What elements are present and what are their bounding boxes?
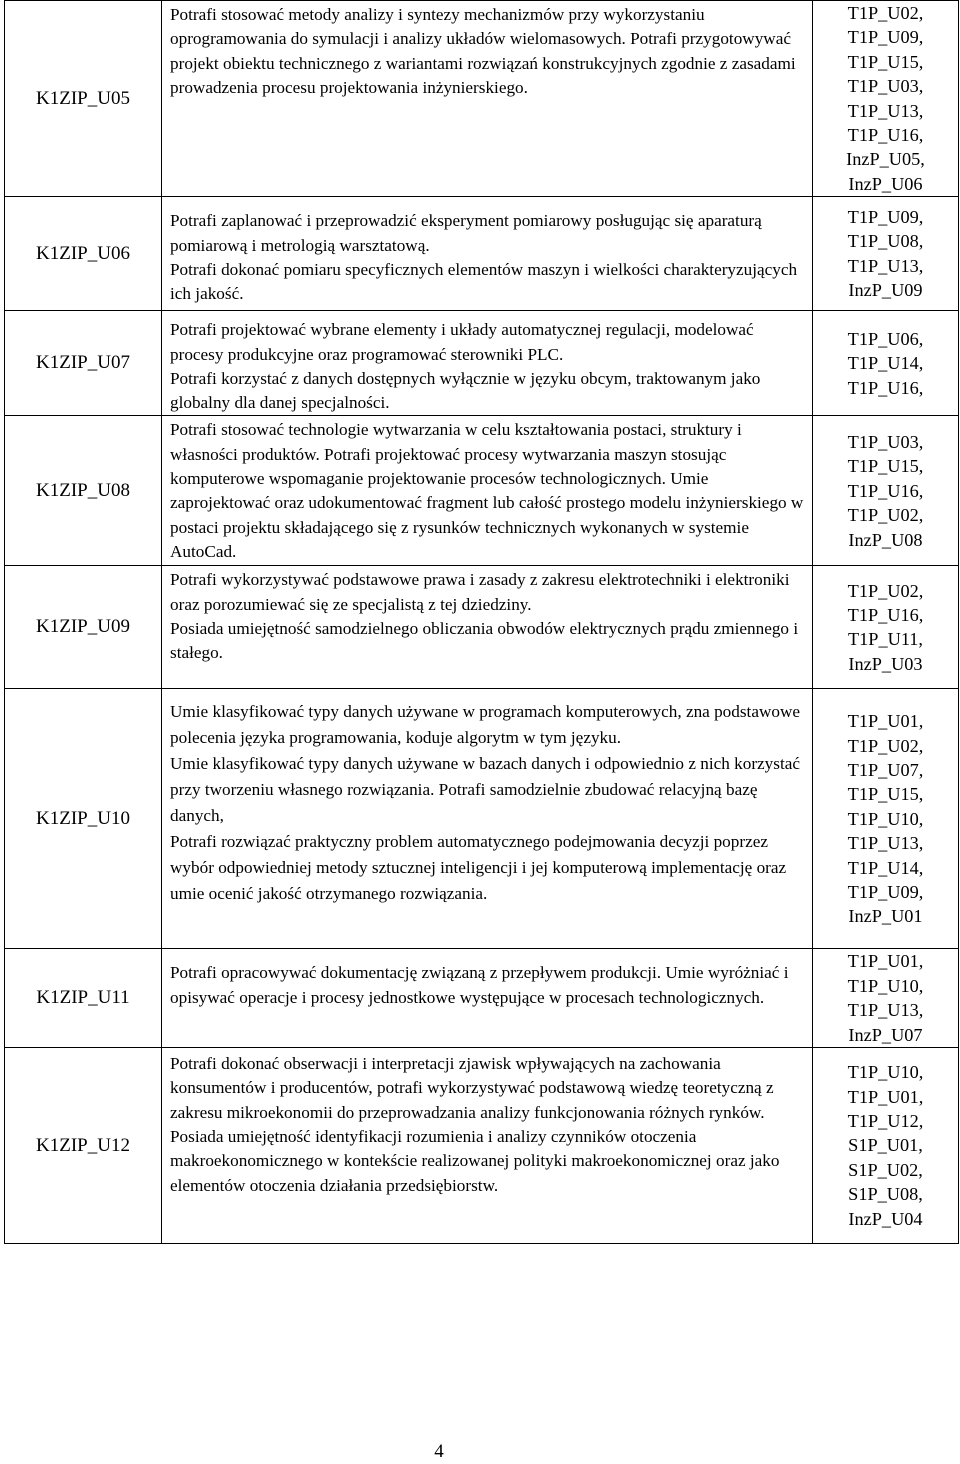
table-row xyxy=(5,689,959,949)
table-row xyxy=(5,1,959,197)
outcome-description xyxy=(162,1048,813,1244)
description-paragraph: Potrafi dokonać obserwacji i interpretacji zjawisk wpływających na zachowania konsumentów i producentów, potrafi wykorzystywać podstawową wiedzę teoretyczną z zakresu mikroekonomii do przeprowadzania analizy funkcjonowania różnych rynków. xyxy=(170,1054,774,1122)
reference-code: T1P_U02, xyxy=(847,580,924,601)
reference-code: T1P_U01, xyxy=(847,711,924,732)
outcome-references xyxy=(813,949,959,1048)
description-paragraph: Potrafi projektować wybrane elementy i układy automatycznej regulacji, modelować procesy produkcyjne oraz programować sterowniki PLC. xyxy=(170,320,754,364)
description-paragraph: Potrafi dokonać pomiaru specyficznych elementów maszyn i wielkości charakteryzujących ich jakość. xyxy=(170,259,798,304)
description-paragraph: Umie klasyfikować typy danych używane w programach komputerowych, zna podstawowe polecenia języka programowania, koduje algorytm w tym języku. xyxy=(170,702,801,748)
outcome-references xyxy=(813,689,959,949)
description-paragraph: Potrafi opracowywać dokumentację związaną z przepływem produkcji. Umie wyróżniać i opisywać operacje i procesy jednostkowe występujące w procesach technologicznych. xyxy=(170,963,789,1007)
reference-code: InzP_U07 xyxy=(848,1024,923,1045)
reference-code: InzP_U08 xyxy=(848,529,923,550)
reference-code: T1P_U02, xyxy=(847,505,924,526)
reference-code: T1P_U07, xyxy=(847,759,924,780)
reference-code: T1P_U16, xyxy=(847,605,924,626)
outcome-references xyxy=(813,566,959,689)
reference-code: InzP_U09 xyxy=(848,280,923,301)
outcome-description xyxy=(162,197,813,311)
reference-code: T1P_U13, xyxy=(847,100,924,121)
description-paragraph: Potrafi zaplanować i przeprowadzić eksperyment pomiarowy posługując się aparaturą pomiarową i metrologią warsztatową. xyxy=(170,211,762,255)
reference-code: T1P_U13, xyxy=(847,1000,924,1021)
table-row xyxy=(5,566,959,689)
reference-code: InzP_U03 xyxy=(848,653,923,674)
reference-code: T1P_U10, xyxy=(847,808,924,829)
reference-code: T1P_U10, xyxy=(847,975,924,996)
outcome-code: K1ZIP_U08 xyxy=(5,416,162,566)
reference-code: T1P_U13, xyxy=(847,833,924,854)
description-paragraph: Potrafi stosować metody analizy i syntezy mechanizmów przy wykorzystaniu oprogramowania do symulacji i analizy układów wielomasowych. Potrafi przygotowywać projekt obiektu technicznego z wariantami rozwiązań konstrukcyjnych zgodnie z zasadami prowadzenia procesu projektowania inżynierskiego. xyxy=(170,5,796,97)
outcome-description xyxy=(162,1,813,197)
outcome-code: K1ZIP_U06 xyxy=(5,197,162,311)
outcome-references xyxy=(813,197,959,311)
reference-code: T1P_U16, xyxy=(847,125,924,146)
outcome-description xyxy=(162,689,813,949)
reference-code: T1P_U15, xyxy=(847,784,924,805)
reference-code: T1P_U11, xyxy=(848,629,923,650)
reference-code: T1P_U02, xyxy=(847,3,924,23)
reference-code: S1P_U02, xyxy=(848,1159,923,1180)
outcome-description xyxy=(162,949,813,1048)
reference-code: T1P_U09, xyxy=(847,27,924,48)
description-paragraph: Umie klasyfikować typy danych używane w bazach danych i odpowiednio z nich korzystać przy tworzeniu własnego rozwiązania. Potrafi samodzielnie zbudować relacyjną bazę danych, xyxy=(170,754,800,826)
table-row xyxy=(5,197,959,311)
outcome-code: K1ZIP_U07 xyxy=(5,311,162,416)
outcome-references xyxy=(813,1,959,197)
table-row xyxy=(5,416,959,566)
reference-code: T1P_U01, xyxy=(847,951,924,972)
outcome-code: K1ZIP_U05 xyxy=(5,1,162,197)
reference-code: T1P_U03, xyxy=(847,431,924,452)
outcome-description xyxy=(162,416,813,566)
reference-code: InzP_U05, xyxy=(846,149,925,170)
reference-code: T1P_U10, xyxy=(847,1062,924,1083)
reference-code: T1P_U02, xyxy=(847,735,924,756)
reference-code: T1P_U12, xyxy=(847,1110,924,1131)
reference-code: T1P_U09, xyxy=(847,881,924,902)
description-paragraph: Potrafi wykorzystywać podstawowe prawa i zasady z zakresu elektrotechniki i elektroniki oraz porozumiewać się ze specjalistą z tej dziedziny. xyxy=(170,570,790,614)
outcome-code: K1ZIP_U10 xyxy=(5,689,162,949)
learning-outcomes-table xyxy=(4,0,959,1244)
table-row xyxy=(5,949,959,1048)
reference-code: T1P_U15, xyxy=(847,456,924,477)
reference-code: T1P_U01, xyxy=(847,1086,924,1107)
reference-code: T1P_U08, xyxy=(847,231,924,252)
outcome-description xyxy=(162,311,813,416)
reference-code: InzP_U06 xyxy=(848,173,923,194)
reference-code: T1P_U09, xyxy=(847,206,924,227)
outcome-references xyxy=(813,1048,959,1244)
outcome-code: K1ZIP_U09 xyxy=(5,566,162,689)
page-number: 4 xyxy=(434,1441,444,1462)
description-paragraph: Potrafi stosować technologie wytwarzania w celu kształtowania postaci, struktury i własności produktów. Potrafi projektować procesy wytwarzania maszyn stosując komputerowe wspomaganie projektowanie procesów technologicznych. Umie zaprojektować oraz udokumentować fragment lub całość prostego modelu inżynierskiego w postaci projektu składającego się z rysunków technicznych wykonanych w systemie AutoCad. xyxy=(170,420,804,561)
reference-code: T1P_U16, xyxy=(847,480,924,501)
outcome-references xyxy=(813,311,959,416)
description-paragraph: Potrafi rozwiązać praktyczny problem automatycznego podejmowania decyzji poprzez wybór odpowiedniej metody sztucznej inteligencji i jej komputerową implementację oraz umie ocenić jakość otrzymanego rozwiązania. xyxy=(170,832,787,904)
outcome-description xyxy=(162,566,813,689)
reference-code: S1P_U01, xyxy=(848,1135,923,1156)
reference-code: T1P_U14, xyxy=(847,353,924,374)
table-row xyxy=(5,1048,959,1244)
reference-code: T1P_U14, xyxy=(847,857,924,878)
outcome-code: K1ZIP_U11 xyxy=(5,949,162,1048)
outcome-code: K1ZIP_U12 xyxy=(5,1048,162,1244)
description-paragraph: Posiada umiejętność identyfikacji rozumienia i analizy czynników otoczenia makroekonomicznego w kontekście realizowanej polityki makroekonomicznej oraz jako elementów otoczenia działania przedsiębiorstw. xyxy=(170,1126,780,1195)
reference-code: InzP_U04 xyxy=(848,1208,923,1229)
reference-code: T1P_U15, xyxy=(847,51,924,72)
reference-code: T1P_U06, xyxy=(847,328,924,349)
reference-code: S1P_U08, xyxy=(848,1184,923,1205)
reference-code: T1P_U03, xyxy=(847,76,924,97)
description-paragraph: Potrafi korzystać z danych dostępnych wyłącznie w języku obcym, traktowanym jako globalny dla danej specjalności. xyxy=(170,368,761,413)
reference-code: T1P_U16, xyxy=(847,377,924,398)
reference-code: T1P_U13, xyxy=(847,255,924,276)
description-paragraph: Posiada umiejętność samodzielnego obliczania obwodów elektrycznych prądu zmiennego i stałego. xyxy=(170,619,799,663)
outcome-references xyxy=(813,416,959,566)
table-row xyxy=(5,311,959,416)
reference-code: InzP_U01 xyxy=(848,906,923,927)
